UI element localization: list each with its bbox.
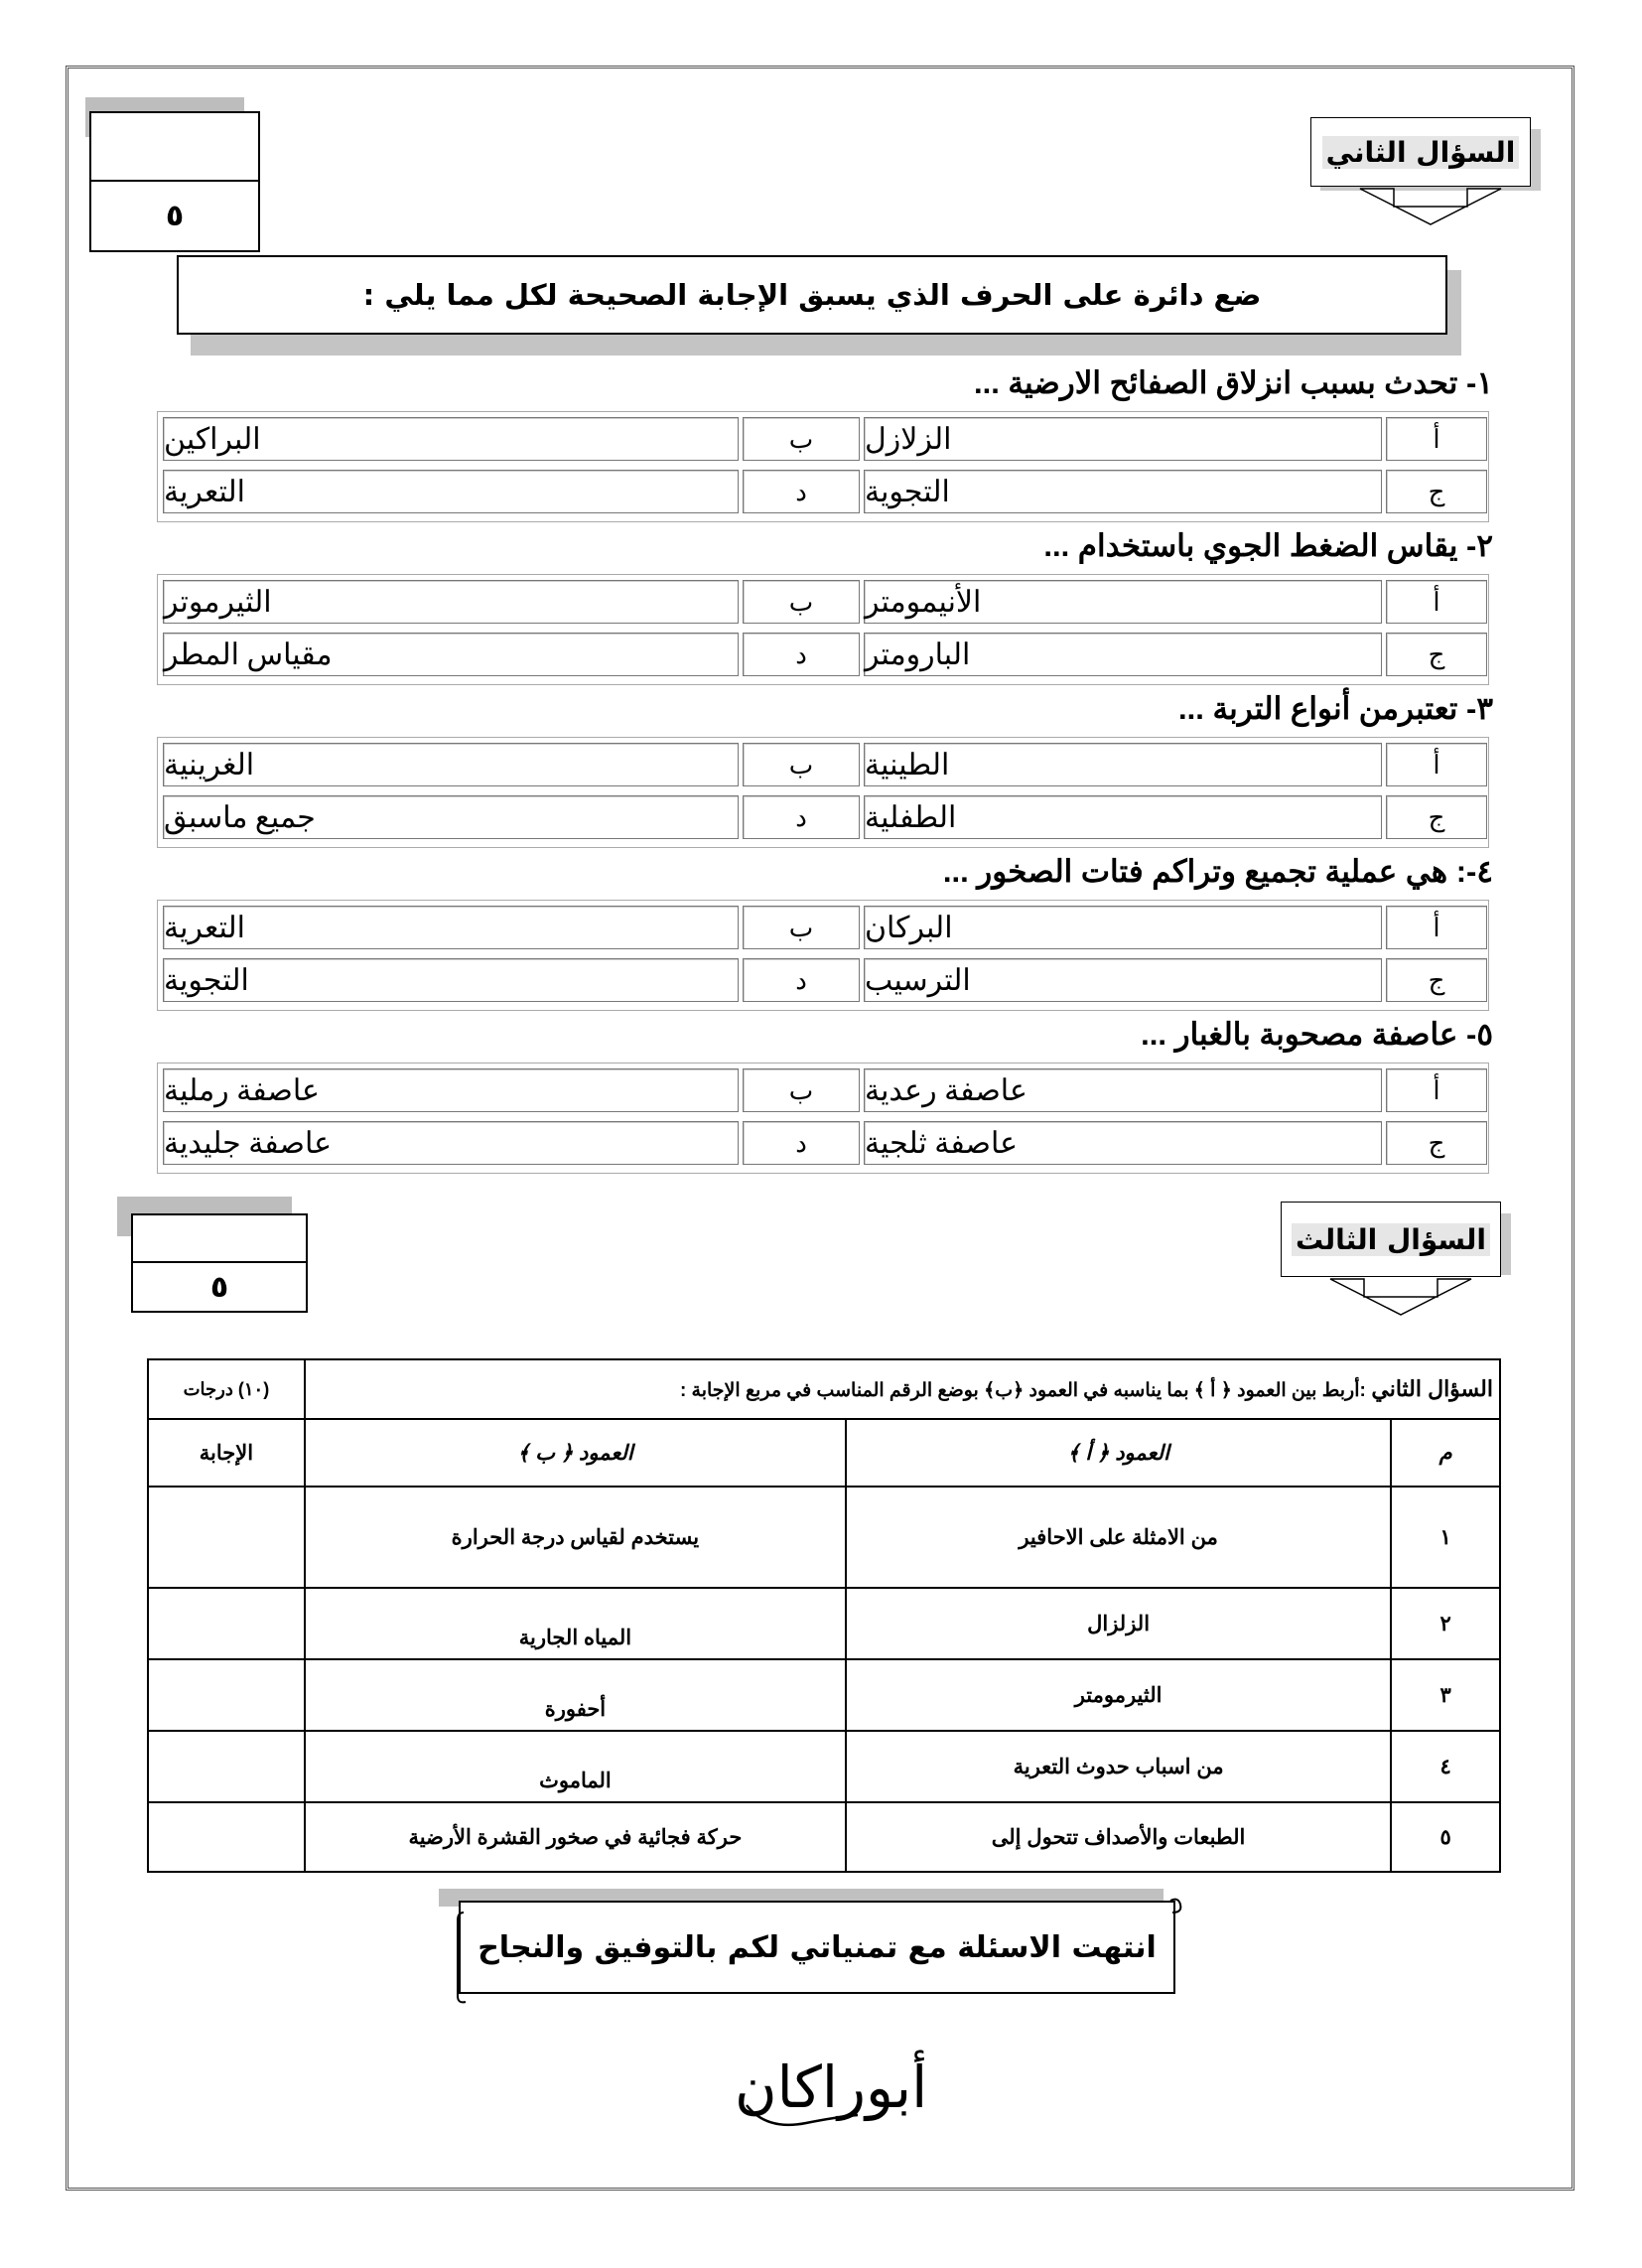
row-number: ٢ bbox=[1391, 1588, 1500, 1659]
section2-arrow-icon bbox=[1356, 187, 1505, 228]
option-text[interactable]: البارومتر bbox=[864, 633, 1382, 676]
option-text[interactable]: الزلازل bbox=[864, 417, 1382, 461]
section2-instruction: ضع دائرة على الحرف الذي يسبق الإجابة الصحيحة لكل مما يلي : bbox=[177, 255, 1447, 335]
score-value: ٥ bbox=[165, 199, 185, 233]
row-col-a: من الامثلة على الاحافير bbox=[846, 1487, 1391, 1588]
question-2-row-2 bbox=[159, 629, 1487, 678]
row-number: ٥ bbox=[1391, 1802, 1500, 1872]
answer-cell[interactable] bbox=[148, 1802, 305, 1872]
answer-cell[interactable] bbox=[148, 1487, 305, 1588]
option-letter[interactable]: د bbox=[743, 958, 860, 1002]
option-text[interactable]: الغرينية bbox=[163, 743, 739, 786]
option-letter[interactable]: ب bbox=[743, 743, 860, 786]
option-text[interactable]: التجوية bbox=[163, 958, 739, 1002]
col-b-header: العمود ﴿ ب ﴾ bbox=[305, 1419, 846, 1487]
row-col-b: يستخدم لقياس درجة الحرارة bbox=[305, 1487, 846, 1588]
row-col-a: الزلزال bbox=[846, 1588, 1391, 1659]
option-letter[interactable]: د bbox=[743, 470, 860, 513]
row-col-b: المياه الجارية bbox=[305, 1588, 846, 1659]
option-letter[interactable]: أ bbox=[1386, 580, 1487, 624]
option-letter[interactable]: ج bbox=[1386, 1121, 1487, 1165]
matching-table bbox=[147, 1358, 1501, 1873]
option-letter[interactable]: ج bbox=[1386, 633, 1487, 676]
row-col-b: حركة فجائية في صخور القشرة الأرضية bbox=[305, 1802, 846, 1872]
option-text[interactable]: الطينية bbox=[864, 743, 1382, 786]
section2-tag bbox=[1310, 117, 1531, 187]
table-row bbox=[148, 1659, 1500, 1731]
option-text[interactable]: الأنيمومتر bbox=[864, 580, 1382, 624]
matching-instruction-text: :أربط بين العمود ﴿ أ ﴾ بما يناسبه في العمود ﴿ب﴾ بوضع الرقم المناسب في مربع الإجابة : bbox=[679, 1380, 1366, 1401]
option-letter[interactable]: د bbox=[743, 795, 860, 839]
question-3-row-1 bbox=[159, 739, 1487, 788]
matching-points: (١٠) درجات bbox=[148, 1359, 305, 1419]
option-text[interactable]: مقياس المطر bbox=[163, 633, 739, 676]
question-1-row-1 bbox=[159, 413, 1487, 463]
option-text[interactable]: عاصفة ثلجية bbox=[864, 1121, 1382, 1165]
option-text[interactable]: البراكين bbox=[163, 417, 739, 461]
option-text[interactable]: التعرية bbox=[163, 470, 739, 513]
question-5-title: ٥- عاصفة مصحوبة بالغبار ... bbox=[1141, 1017, 1493, 1052]
option-letter[interactable]: أ bbox=[1386, 1068, 1487, 1112]
answer-cell[interactable] bbox=[148, 1659, 305, 1731]
question-4-row-1 bbox=[159, 902, 1487, 951]
option-letter[interactable]: أ bbox=[1386, 906, 1487, 949]
score-box-blank bbox=[91, 113, 258, 182]
matching-column-headers bbox=[148, 1419, 1500, 1487]
section3-arrow-icon bbox=[1326, 1277, 1475, 1319]
option-letter[interactable]: ج bbox=[1386, 958, 1487, 1002]
question-1-title: ١- تحدث بسبب انزلاق الصفائح الارضية ... bbox=[973, 365, 1493, 400]
row-col-a: الثيرمومتر bbox=[846, 1659, 1391, 1731]
question-2-row-1 bbox=[159, 576, 1487, 626]
table-row bbox=[148, 1588, 1500, 1659]
scroll-curl-icon bbox=[452, 1893, 1186, 2006]
option-text[interactable]: عاصفة رعدية bbox=[864, 1068, 1382, 1112]
option-letter[interactable]: ب bbox=[743, 417, 860, 461]
matching-instruction-label: السؤال الثاني bbox=[1371, 1376, 1493, 1401]
score-value: ٥ bbox=[209, 1269, 229, 1305]
answer-cell[interactable] bbox=[148, 1588, 305, 1659]
row-col-a: الطبعات والأصداف تتحول إلى bbox=[846, 1802, 1391, 1872]
row-number: ١ bbox=[1391, 1487, 1500, 1588]
section2-tag-label: السؤال الثاني bbox=[1322, 136, 1520, 169]
question-3-title: ٣- تعتبرمن أنواع التربة ... bbox=[1178, 691, 1493, 726]
option-letter[interactable]: أ bbox=[1386, 417, 1487, 461]
option-text[interactable]: عاصفة جليدية bbox=[163, 1121, 739, 1165]
question-5-row-2 bbox=[159, 1117, 1487, 1167]
score-box-blank bbox=[133, 1215, 306, 1263]
closing-text: انتهت الاسئلة مع تمنياتي لكم بالتوفيق والنجاح bbox=[478, 1929, 1157, 1965]
table-row bbox=[148, 1731, 1500, 1802]
option-text[interactable]: الترسيب bbox=[864, 958, 1382, 1002]
matching-table-header bbox=[148, 1359, 1500, 1419]
table-row bbox=[148, 1487, 1500, 1588]
option-letter[interactable]: ج bbox=[1386, 470, 1487, 513]
row-col-b: أحفورة bbox=[305, 1659, 846, 1731]
question-2-title: ٢- يقاس الضغط الجوي باستخدام ... bbox=[1043, 528, 1493, 563]
option-text[interactable]: التجوية bbox=[864, 470, 1382, 513]
option-letter[interactable]: ب bbox=[743, 1068, 860, 1112]
section3-tag bbox=[1281, 1202, 1501, 1277]
option-text[interactable]: جميع ماسبق bbox=[163, 795, 739, 839]
question-3-row-2 bbox=[159, 791, 1487, 841]
row-number: ٣ bbox=[1391, 1659, 1500, 1731]
question-4-row-2 bbox=[159, 954, 1487, 1004]
row-col-a: من اسباب حدوث التعرية bbox=[846, 1731, 1391, 1802]
col-answer-header: الإجابة bbox=[148, 1419, 305, 1487]
question-5-row-1 bbox=[159, 1064, 1487, 1114]
col-a-header: العمود ﴿ أ ﴾ bbox=[846, 1419, 1391, 1487]
col-num-header: م bbox=[1391, 1419, 1500, 1487]
option-text[interactable]: البركان bbox=[864, 906, 1382, 949]
matching-instruction bbox=[305, 1359, 1500, 1419]
answer-cell[interactable] bbox=[148, 1731, 305, 1802]
option-text[interactable]: التعرية bbox=[163, 906, 739, 949]
option-letter[interactable]: أ bbox=[1386, 743, 1487, 786]
option-letter[interactable]: ب bbox=[743, 906, 860, 949]
option-text[interactable]: الثيرموتر bbox=[163, 580, 739, 624]
option-letter[interactable]: ج bbox=[1386, 795, 1487, 839]
option-letter[interactable]: د bbox=[743, 1121, 860, 1165]
option-text[interactable]: عاصفة رملية bbox=[163, 1068, 739, 1112]
score-box-2 bbox=[131, 1213, 308, 1313]
question-1-row-2 bbox=[159, 466, 1487, 515]
row-number: ٤ bbox=[1391, 1731, 1500, 1802]
question-4-title: ٤-: هي عملية تجميع وتراكم فتات الصخور ... bbox=[942, 854, 1493, 889]
score-box-1 bbox=[89, 111, 260, 252]
table-row bbox=[148, 1802, 1500, 1872]
option-letter[interactable]: ب bbox=[743, 580, 860, 624]
signature-stroke-icon bbox=[743, 2095, 862, 2135]
row-col-b: الماموث bbox=[305, 1731, 846, 1802]
section3-tag-label: السؤال الثالث bbox=[1292, 1223, 1490, 1256]
option-text[interactable]: الطفلية bbox=[864, 795, 1382, 839]
signature-text: أبوراكان bbox=[735, 2054, 928, 2121]
option-letter[interactable]: د bbox=[743, 633, 860, 676]
